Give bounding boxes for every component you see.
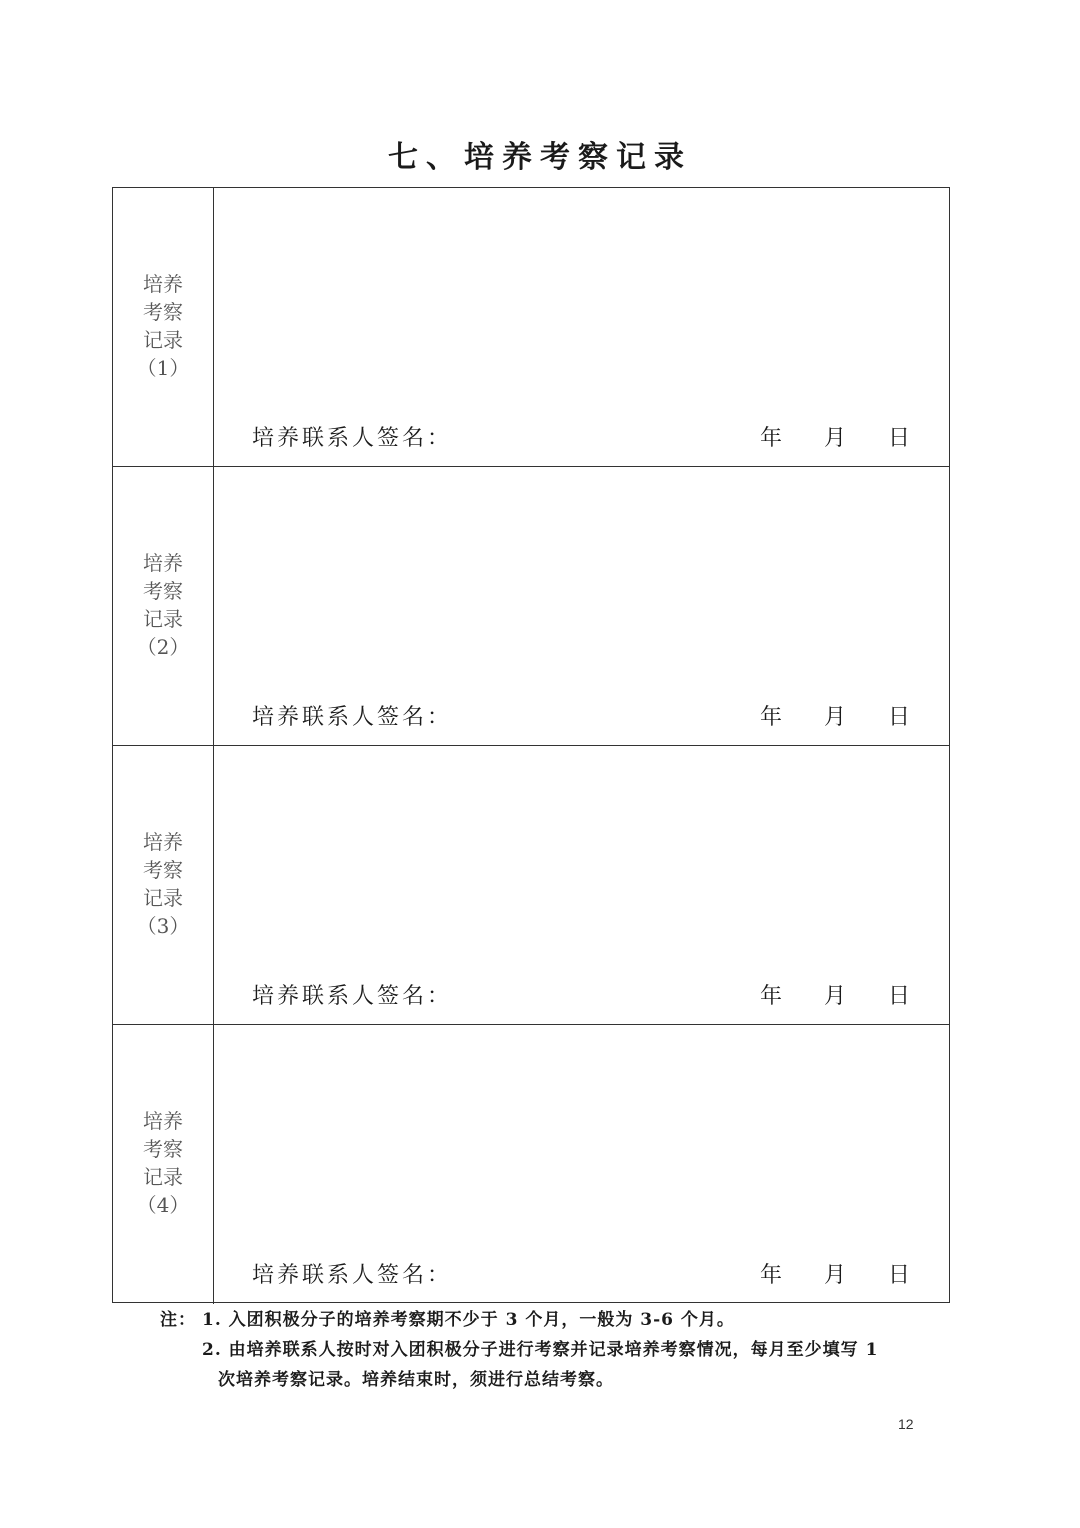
date-day-label: 日 [888, 984, 911, 1009]
note-line [160, 1305, 878, 1335]
page-number: 12 [898, 1416, 914, 1432]
page-title: 七、培养考察记录 [388, 140, 692, 175]
date-year-label: 年 [760, 984, 783, 1009]
record-row [113, 746, 949, 1025]
record-row [113, 1025, 949, 1304]
note-line [160, 1365, 878, 1395]
label-line: 培养 [143, 1109, 183, 1133]
label-line: （3） [136, 914, 190, 938]
date-year-label: 年 [760, 705, 783, 730]
label-line: 考察 [143, 858, 183, 882]
date-day-label: 日 [888, 426, 911, 451]
note-item-1: 1. 入团积极分子的培养考察期不少于 3 个月，一般为 3-6 个月。 [202, 1310, 735, 1330]
record-row [113, 467, 949, 746]
note-item-2-continued: 次培养考察记录。培养结束时，须进行总结考察。 [218, 1370, 614, 1390]
note-line [160, 1335, 878, 1365]
date-month-label: 月 [824, 426, 847, 451]
record-content-cell[interactable] [214, 188, 949, 466]
label-line: 考察 [143, 300, 183, 324]
date-day-label: 日 [888, 705, 911, 730]
label-line: 记录 [143, 1165, 183, 1189]
date-month-label: 月 [824, 1263, 847, 1288]
date-month-label: 月 [824, 705, 847, 730]
record-label [113, 549, 213, 661]
label-line: 记录 [143, 607, 183, 631]
label-line: （4） [136, 1193, 190, 1217]
date-day-label: 日 [888, 1263, 911, 1288]
date-year-label: 年 [760, 426, 783, 451]
date-year-label: 年 [760, 1263, 783, 1288]
record-table [112, 187, 950, 1303]
record-content-cell[interactable] [214, 1025, 949, 1304]
label-line: 记录 [143, 328, 183, 352]
record-label [113, 828, 213, 940]
label-line: 记录 [143, 886, 183, 910]
date-month-label: 月 [824, 984, 847, 1009]
signature-label: 培养联系人签名： [252, 984, 453, 1009]
label-line: 考察 [143, 1137, 183, 1161]
record-label-cell [113, 1025, 214, 1304]
label-line: （2） [136, 635, 190, 659]
note-item-2: 2. 由培养联系人按时对入团积极分子进行考察并记录培养考察情况，每月至少填写 1 [202, 1340, 879, 1360]
notes [160, 1305, 878, 1395]
record-label [113, 1107, 213, 1219]
label-line: 考察 [143, 579, 183, 603]
record-content-cell[interactable] [214, 467, 949, 745]
record-row [113, 188, 949, 467]
record-label [113, 270, 213, 382]
record-label-cell [113, 467, 214, 745]
label-line: 培养 [143, 272, 183, 296]
label-line: （1） [136, 356, 190, 380]
record-content-cell[interactable] [214, 746, 949, 1024]
signature-label: 培养联系人签名： [252, 705, 453, 730]
note-prefix: 注： [160, 1310, 196, 1330]
label-line: 培养 [143, 551, 183, 575]
record-label-cell [113, 188, 214, 466]
signature-label: 培养联系人签名： [252, 1263, 453, 1288]
record-label-cell [113, 746, 214, 1024]
signature-label: 培养联系人签名： [252, 426, 453, 451]
label-line: 培养 [143, 830, 183, 854]
